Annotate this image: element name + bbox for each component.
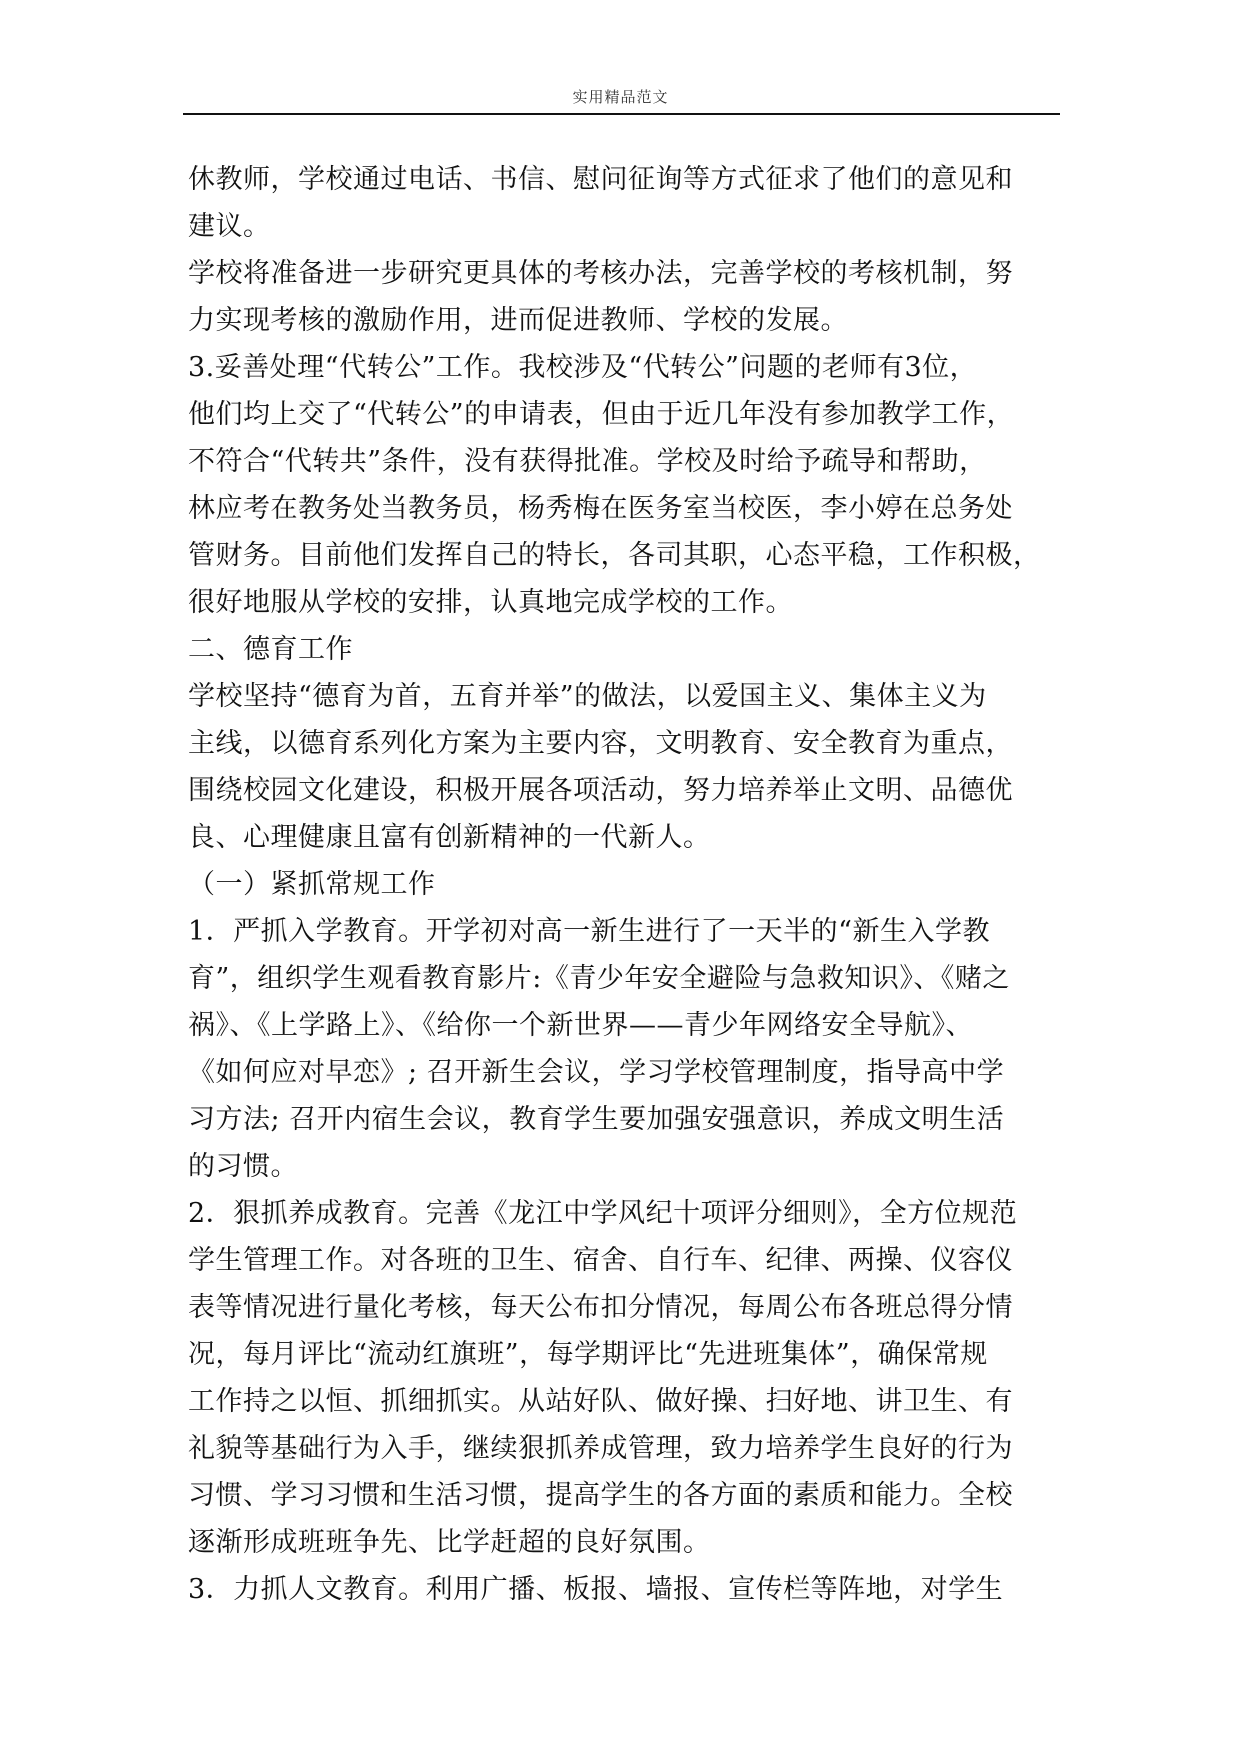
text-line: 管财务。目前他们发挥自己的特长，各司其职，心态平稳，工作积极，: [188, 540, 1041, 571]
text-line: 二、德育工作: [188, 634, 353, 665]
text-line: 3.妥善处理“代转公”工作。我校涉及“代转公”问题的老师有3位，: [188, 352, 978, 383]
text-line: 建议。: [188, 211, 271, 242]
text-line: 围绕校园文化建设，积极开展各项活动，努力培养举止文明、品德优: [188, 775, 1013, 806]
text-line: 的习惯。: [188, 1151, 298, 1182]
text-line: 休教师，学校通过电话、书信、慰问征询等方式征求了他们的意见和: [188, 164, 1013, 195]
text-line: 主线，以德育系列化方案为主要内容，文明教育、安全教育为重点，: [188, 728, 1013, 759]
text-line: 习惯、学习习惯和生活习惯，提高学生的各方面的素质和能力。全校: [188, 1480, 1013, 1511]
text-line: 力实现考核的激励作用，进而促进教师、学校的发展。: [188, 305, 848, 336]
text-line: 3．力抓人文教育。利用广播、板报、墙报、宣传栏等阵地，对学生: [188, 1574, 1004, 1605]
text-line: 学校将准备进一步研究更具体的考核办法，完善学校的考核机制，努: [188, 258, 1013, 289]
text-line: 习方法; 召开内宿生会议，教育学生要加强安强意识，养成文明生活: [188, 1104, 1005, 1135]
text-line: 逐渐形成班班争先、比学赶超的良好氛围。: [188, 1527, 711, 1558]
text-line: 《如何应对早恋》; 召开新生会议，学习学校管理制度，指导高中学: [188, 1057, 1005, 1088]
text-line: 2．狠抓养成教育。完善《龙江中学风纪十项评分细则》，全方位规范: [188, 1198, 1018, 1229]
text-line: 林应考在教务处当教务员，杨秀梅在医务室当校医，李小婷在总务处: [188, 493, 1013, 524]
text-line: 礼貌等基础行为入手，继续狠抓养成管理，致力培养学生良好的行为: [188, 1433, 1013, 1464]
text-line: 学校坚持“德育为首，五育并举”的做法，以爱国主义、集体主义为: [188, 681, 987, 712]
document-body: [188, 156, 1058, 1613]
page-header: 实用精品范文: [572, 88, 669, 106]
text-line: 育”，组织学生观看教育影片:《青少年安全避险与急救知识》、《赌之: [188, 963, 1010, 994]
header-divider: [183, 113, 1060, 115]
text-line: 他们均上交了“代转公”的申请表，但由于近几年没有参加教学工作，: [188, 399, 1015, 430]
text-line: 不符合“代转共”条件，没有获得批准。学校及时给予疏导和帮助，: [188, 446, 987, 477]
text-line: 良、心理健康且富有创新精神的一代新人。: [188, 822, 711, 853]
text-line: 况，每月评比“流动红旗班”，每学期评比“先进班集体”，确保常规: [188, 1339, 988, 1370]
text-line: 祸》、《上学路上》、《给你一个新世界——青少年网络安全导航》、: [188, 1010, 973, 1041]
text-line: 学生管理工作。对各班的卫生、宿舍、自行车、纪律、两操、仪容仪: [188, 1245, 1013, 1276]
text-line: 工作持之以恒、抓细抓实。从站好队、做好操、扫好地、讲卫生、有: [188, 1386, 1013, 1417]
text-line: 很好地服从学校的安排，认真地完成学校的工作。: [188, 587, 793, 618]
text-line: 1．严抓入学教育。开学初对高一新生进行了一天半的“新生入学教: [188, 916, 990, 947]
text-line: 表等情况进行量化考核，每天公布扣分情况，每周公布各班总得分情: [188, 1292, 1013, 1323]
text-line: （一）紧抓常规工作: [188, 869, 436, 900]
